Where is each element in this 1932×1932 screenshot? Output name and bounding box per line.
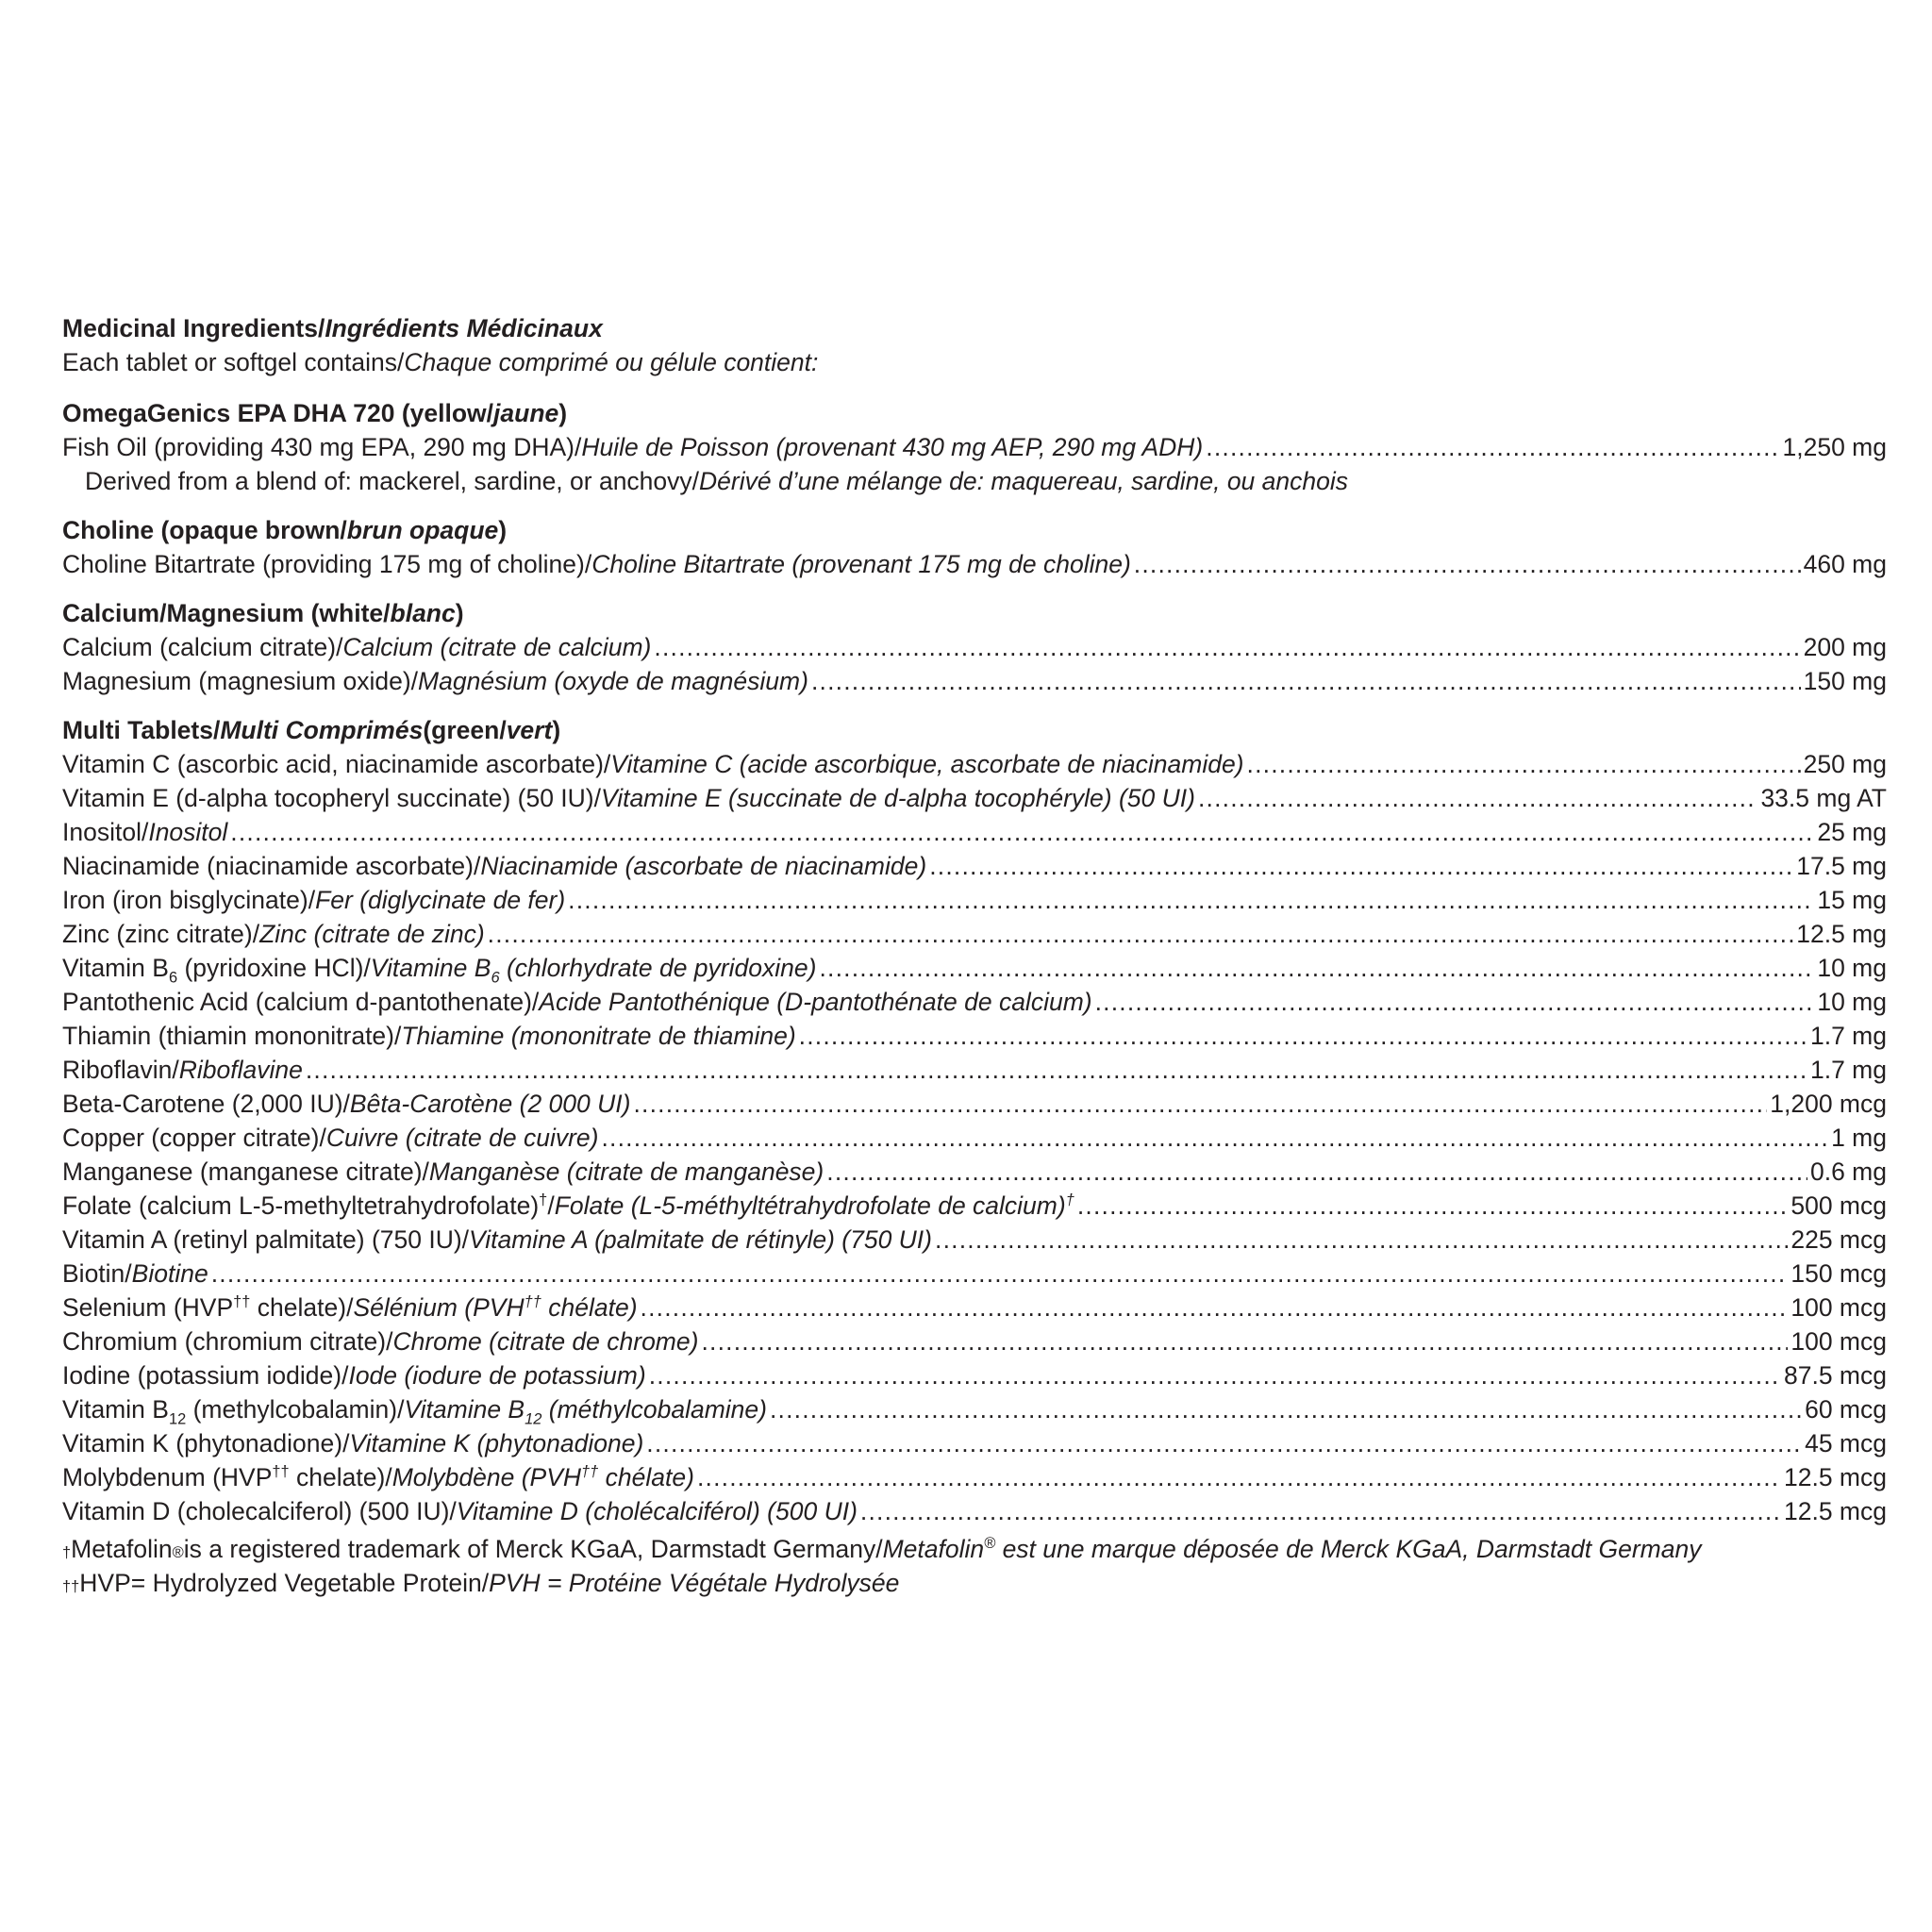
- section-title-en: OmegaGenics EPA DHA 720 (yellow/: [62, 399, 494, 427]
- ingredient-name-fr: Calcium (citrate de calcium): [342, 633, 652, 661]
- section-title-fr-color: vert: [506, 716, 553, 744]
- dot-leader: [697, 1460, 1781, 1494]
- dot-leader: [649, 1358, 1781, 1392]
- ingredient-row-beta-carotene: [62, 1087, 1887, 1121]
- ingredient-name-fr: Vitamine A (palmitate de rétinyle) (750 UI): [469, 1225, 932, 1254]
- ingredient-name-en-rest: chelate)/: [250, 1293, 354, 1322]
- ingredient-name-en: Iron (iron bisglycinate)/: [62, 886, 316, 914]
- double-dagger-mark: ††: [524, 1293, 541, 1311]
- ingredient-amount: 1,200 mcg: [1770, 1090, 1887, 1118]
- ingredient-row-vitamin-b12: [62, 1392, 1887, 1426]
- dot-leader: [646, 1426, 1802, 1460]
- ingredient-row-zinc: [62, 917, 1887, 951]
- ingredient-amount: 12.5 mcg: [1783, 1497, 1887, 1525]
- ingredient-name-fr: Fer (diglycinate de fer): [315, 886, 566, 914]
- dot-leader: [306, 1053, 1807, 1087]
- ingredient-name-fr: Huile de Poisson (provenant 430 mg AEP, 290 mg ADH): [581, 433, 1204, 461]
- subscript: 12: [168, 1410, 187, 1428]
- ingredient-name-en: Fish Oil (providing 430 mg EPA, 290 mg DHA)/: [62, 433, 582, 461]
- ingredient-name-en: Beta-Carotene (2,000 IU)/: [62, 1090, 350, 1118]
- ingredient-name: [62, 547, 1131, 581]
- ingredient-name-fr-rest: (chlorhydrate de pyridoxine): [499, 954, 817, 982]
- section-title-en: Calcium/Magnesium (white/: [62, 599, 391, 627]
- ingredient-row-niacinamide: [62, 849, 1887, 883]
- ingredient-name: [62, 985, 1092, 1019]
- footnote-en: Metafolin: [71, 1535, 173, 1563]
- ingredient-name: [62, 1257, 208, 1291]
- dot-leader: [1095, 985, 1815, 1019]
- ingredient-name-fr: Niacinamide (ascorbate de niacinamide): [480, 852, 927, 880]
- ingredient-amount: 10 mg: [1817, 954, 1887, 982]
- ingredient-name-fr: Vitamine D (cholécalciférol) (500 UI): [456, 1497, 858, 1525]
- ingredient-name: [62, 1053, 303, 1087]
- fish-oil-source-note: [62, 464, 1887, 498]
- separator: /: [547, 1191, 555, 1220]
- ingredient-name-fr-rest: chélate): [598, 1463, 694, 1491]
- ingredient-name-fr: Molybdène (PVH: [391, 1463, 582, 1491]
- ingredient-name-en: Vitamin B: [62, 1395, 169, 1424]
- dot-leader: [601, 1121, 1828, 1155]
- ingredient-name: [62, 1189, 1074, 1223]
- ingredient-name: [62, 1019, 796, 1053]
- double-dagger-mark: ††: [581, 1463, 599, 1481]
- ingredient-row-fish-oil: [62, 430, 1887, 464]
- ingredient-name: [62, 883, 565, 917]
- section-title-calcium-magnesium: [62, 596, 1887, 630]
- ingredient-name: [62, 1087, 630, 1121]
- ingredient-name-en: Iodine (potassium iodide)/: [62, 1361, 349, 1390]
- footnote-metafolin: † Metafolin ® is a registered trademark of Merck KGaA, Darmstadt Germany/ Metafolin® est une marque déposée de Merck KGaA, Darmstadt Germany: [62, 1532, 1887, 1566]
- ingredient-row-vitamin-c: [62, 747, 1887, 781]
- ingredient-amount: 1,250 mg: [1782, 433, 1887, 461]
- ingredient-name: [62, 630, 651, 664]
- ingredient-name: [62, 747, 1244, 781]
- ingredient-amount: 12.5 mg: [1796, 920, 1887, 948]
- section-title-end: ): [558, 399, 568, 427]
- dot-leader: [860, 1494, 1781, 1528]
- dot-leader: [799, 1019, 1807, 1053]
- section-title-end: ): [455, 599, 464, 627]
- ingredient-name-fr: Chrome (citrate de chrome): [392, 1327, 699, 1356]
- ingredient-name-fr: Cuivre (citrate de cuivre): [325, 1124, 599, 1152]
- dagger-mark: †: [1065, 1191, 1074, 1209]
- ingredient-name: [62, 1392, 767, 1426]
- section-title-fr: jaune: [493, 399, 559, 427]
- ingredient-name-fr: Zinc (citrate de zinc): [259, 920, 485, 948]
- section-title-multi-tablets: [62, 713, 1887, 747]
- heading-fr: Ingrédients Médicinaux: [325, 314, 603, 342]
- ingredient-name: [62, 1324, 698, 1358]
- source-note-en: Derived from a blend of: mackerel, sardine, or anchovy/: [85, 467, 700, 495]
- double-dagger-mark: ††: [272, 1463, 290, 1481]
- ingredient-name: [62, 1155, 824, 1189]
- source-note-fr: Dérivé d’une mélange de: maquereau, sardine, ou anchois: [699, 467, 1348, 495]
- ingredient-name: [62, 917, 485, 951]
- dot-leader: [211, 1257, 1789, 1291]
- section-title-en: Choline (opaque brown/: [62, 516, 347, 544]
- ingredient-name: [62, 1223, 932, 1257]
- ingredient-name: [62, 664, 808, 698]
- ingredient-name-en: Magnesium (magnesium oxide)/: [62, 667, 419, 695]
- document-heading: [62, 311, 1887, 345]
- ingredient-amount: 33.5 mg AT: [1760, 784, 1887, 812]
- ingredient-amount: 60 mcg: [1805, 1395, 1887, 1424]
- ingredient-name-fr: Vitamine E (succinate de d-alpha tocophéryle) (50 UI): [601, 784, 1195, 812]
- ingredient-amount: 100 mcg: [1790, 1293, 1887, 1322]
- ingredient-row-vitamin-a: [62, 1223, 1887, 1257]
- ingredient-name-fr: Vitamine K (phytonadione): [349, 1429, 644, 1457]
- ingredient-name: [62, 1358, 646, 1392]
- ingredient-name-en: Vitamin K (phytonadione)/: [62, 1429, 350, 1457]
- ingredient-amount: 12.5 mcg: [1783, 1463, 1887, 1491]
- ingredient-name: [62, 1426, 643, 1460]
- ingredient-row-calcium: [62, 630, 1887, 664]
- ingredient-name-en: Folate (calcium L-5-methyltetrahydrofolate): [62, 1191, 540, 1220]
- footnote-fr-rest: est une marque déposée de Merck KGaA, Darmstadt Germany: [995, 1535, 1702, 1563]
- ingredient-amount: 460 mg: [1803, 550, 1887, 578]
- ingredient-name: [62, 1460, 694, 1494]
- ingredient-name-en: Vitamin A (retinyl palmitate) (750 IU)/: [62, 1225, 470, 1254]
- ingredient-name-fr: Thiamine (mononitrate de thiamine): [401, 1022, 796, 1050]
- dot-leader: [701, 1324, 1788, 1358]
- ingredient-row-biotin: [62, 1257, 1887, 1291]
- ingredient-name: [62, 849, 926, 883]
- registered-mark: ®: [984, 1535, 996, 1553]
- ingredient-name-en: Thiamin (thiamin mononitrate)/: [62, 1022, 402, 1050]
- ingredient-row-selenium: [62, 1291, 1887, 1324]
- footnote-en: HVP= Hydrolyzed Vegetable Protein/: [79, 1569, 490, 1597]
- ingredient-amount: 150 mg: [1803, 667, 1887, 695]
- ingredient-name-fr: Vitamine B: [404, 1395, 525, 1424]
- ingredients-document: [62, 311, 1887, 1600]
- ingredient-amount: 200 mg: [1803, 633, 1887, 661]
- ingredient-amount: 10 mg: [1817, 988, 1887, 1016]
- dot-leader: [935, 1223, 1788, 1257]
- subscript: 6: [168, 969, 178, 987]
- dot-leader: [1077, 1189, 1789, 1223]
- footnote-en-rest: is a registered trademark of Merck KGaA, Darmstadt Germany/: [183, 1535, 883, 1563]
- ingredient-row-inositol: [62, 815, 1887, 849]
- ingredient-name-en: Vitamin D (cholecalciferol) (500 IU)/: [62, 1497, 457, 1525]
- ingredient-amount: 100 mcg: [1790, 1327, 1887, 1356]
- ingredient-name-fr-rest: chélate): [541, 1293, 638, 1322]
- ingredient-row-iron: [62, 883, 1887, 917]
- intro-line: [62, 345, 1887, 379]
- ingredient-row-chromium: [62, 1324, 1887, 1358]
- ingredient-amount: 0.6 mg: [1809, 1158, 1887, 1186]
- ingredient-row-iodine: [62, 1358, 1887, 1392]
- ingredient-row-choline-bitartrate: [62, 547, 1887, 581]
- ingredient-name: [62, 781, 1195, 815]
- dot-leader: [770, 1392, 1802, 1426]
- ingredient-name-en: Inositol/: [62, 818, 149, 846]
- dot-leader: [641, 1291, 1789, 1324]
- ingredient-name-fr: Sélénium (PVH: [353, 1293, 525, 1322]
- footnote-fr: Metafolin: [882, 1535, 985, 1563]
- ingredient-name-en: Calcium (calcium citrate)/: [62, 633, 343, 661]
- dot-leader: [654, 630, 1800, 664]
- ingredient-name: [62, 430, 1203, 464]
- ingredient-name-en: Choline Bitartrate (providing 175 mg of choline)/: [62, 550, 592, 578]
- ingredient-row-vitamin-d: [62, 1494, 1887, 1528]
- dot-leader: [568, 883, 1814, 917]
- ingredient-amount: 17.5 mg: [1796, 852, 1887, 880]
- ingredient-amount: 1 mg: [1831, 1124, 1887, 1152]
- ingredient-row-manganese: [62, 1155, 1887, 1189]
- heading-en: Medicinal Ingredients/: [62, 314, 325, 342]
- dot-leader: [819, 951, 1814, 985]
- ingredient-amount: 150 mcg: [1790, 1259, 1887, 1288]
- ingredient-amount: 500 mcg: [1790, 1191, 1887, 1220]
- ingredient-name-en: Chromium (chromium citrate)/: [62, 1327, 393, 1356]
- dot-leader: [1206, 430, 1779, 464]
- ingredient-name-fr: Riboflavine: [178, 1056, 303, 1084]
- ingredient-name-fr: Iode (iodure de potassium): [348, 1361, 646, 1390]
- ingredient-name-fr: Biotine: [131, 1259, 208, 1288]
- intro-en: Each tablet or softgel contains/: [62, 348, 405, 376]
- dot-leader: [488, 917, 1794, 951]
- ingredient-amount: 15 mg: [1817, 886, 1887, 914]
- dagger-mark: †: [539, 1191, 548, 1209]
- dot-leader: [811, 664, 1801, 698]
- ingredient-row-folate: [62, 1189, 1887, 1223]
- ingredient-name-fr: Folate (L-5-méthyltétrahydrofolate de calcium): [554, 1191, 1066, 1220]
- ingredient-amount: 25 mg: [1817, 818, 1887, 846]
- section-title-fr: Multi Comprimés: [220, 716, 424, 744]
- ingredient-name-en: Vitamin E (d-alpha tocopheryl succinate) (50 IU)/: [62, 784, 601, 812]
- dot-leader: [230, 815, 1814, 849]
- dot-leader: [826, 1155, 1807, 1189]
- ingredient-name: [62, 815, 227, 849]
- ingredient-amount: 45 mcg: [1805, 1429, 1887, 1457]
- ingredient-row-pantothenic-acid: [62, 985, 1887, 1019]
- ingredient-name-fr-rest: (méthylcobalamine): [541, 1395, 767, 1424]
- ingredient-name-en-rest: (pyridoxine HCl)/: [177, 954, 371, 982]
- footnote-hvp: †† HVP= Hydrolyzed Vegetable Protein/ PVH = Protéine Végétale Hydrolysée: [62, 1566, 1887, 1600]
- ingredient-amount: 1.7 mg: [1809, 1056, 1887, 1084]
- ingredient-name: [62, 1494, 858, 1528]
- ingredient-name-en: Niacinamide (niacinamide ascorbate)/: [62, 852, 481, 880]
- section-title-mid: (green/: [423, 716, 507, 744]
- section-title-end: ): [552, 716, 561, 744]
- ingredient-row-vitamin-e: [62, 781, 1887, 815]
- ingredient-row-magnesium: [62, 664, 1887, 698]
- ingredient-name-en: Pantothenic Acid (calcium d-pantothenate)/: [62, 988, 540, 1016]
- ingredient-row-vitamin-k: [62, 1426, 1887, 1460]
- ingredient-name-en: Copper (copper citrate)/: [62, 1124, 326, 1152]
- ingredient-name-fr: Choline Bitartrate (provenant 175 mg de choline): [591, 550, 1131, 578]
- section-title-end: ): [498, 516, 508, 544]
- dot-leader: [1134, 547, 1801, 581]
- ingredient-amount: 225 mcg: [1790, 1225, 1887, 1254]
- ingredient-amount: 250 mg: [1803, 750, 1887, 778]
- dot-leader: [1247, 747, 1801, 781]
- ingredient-name-en: Vitamin C (ascorbic acid, niacinamide ascorbate)/: [62, 750, 611, 778]
- dot-leader: [929, 849, 1793, 883]
- dot-leader: [633, 1087, 1767, 1121]
- footnote-fr: PVH = Protéine Végétale Hydrolysée: [489, 1569, 900, 1597]
- ingredient-name-en: Vitamin B: [62, 954, 169, 982]
- section-title-fr: blanc: [390, 599, 456, 627]
- ingredient-name-en: Selenium (HVP: [62, 1293, 234, 1322]
- ingredient-name-en: Manganese (manganese citrate)/: [62, 1158, 429, 1186]
- ingredient-name: [62, 1121, 598, 1155]
- ingredient-name: [62, 1291, 638, 1324]
- ingredient-name-fr: Magnésium (oxyde de magnésium): [418, 667, 808, 695]
- ingredient-row-riboflavin: [62, 1053, 1887, 1087]
- ingredient-name-fr: Acide Pantothénique (D-pantothénate de calcium): [539, 988, 1092, 1016]
- ingredient-amount: 1.7 mg: [1809, 1022, 1887, 1050]
- section-title-en: Multi Tablets/: [62, 716, 221, 744]
- subscript: 6: [491, 969, 500, 987]
- ingredient-name-fr: Bêta-Carotène (2 000 UI): [349, 1090, 631, 1118]
- ingredient-name-fr: Vitamine B: [370, 954, 491, 982]
- ingredient-name-fr: Manganèse (citrate de manganèse): [428, 1158, 824, 1186]
- ingredient-name-en: Biotin/: [62, 1259, 132, 1288]
- ingredient-name-en: Zinc (zinc citrate)/: [62, 920, 260, 948]
- ingredient-name-fr: Vitamine C (acide ascorbique, ascorbate de niacinamide): [610, 750, 1244, 778]
- section-title-fr: brun opaque: [346, 516, 499, 544]
- double-dagger-mark: ††: [233, 1293, 251, 1311]
- ingredient-name-en-rest: (methylcobalamin)/: [186, 1395, 405, 1424]
- subscript: 12: [525, 1410, 542, 1428]
- ingredient-name-fr: Inositol: [148, 818, 228, 846]
- ingredient-row-molybdenum: [62, 1460, 1887, 1494]
- ingredient-row-vitamin-b6: [62, 951, 1887, 985]
- section-title-omega: [62, 396, 1887, 430]
- dot-leader: [1198, 781, 1757, 815]
- ingredient-amount: 87.5 mcg: [1783, 1361, 1887, 1390]
- section-title-choline: [62, 513, 1887, 547]
- ingredient-name-en: Riboflavin/: [62, 1056, 179, 1084]
- ingredient-name-en-rest: chelate)/: [289, 1463, 392, 1491]
- ingredient-row-thiamin: [62, 1019, 1887, 1053]
- intro-fr: Chaque comprimé ou gélule contient:: [404, 348, 819, 376]
- ingredient-row-copper: [62, 1121, 1887, 1155]
- ingredient-name-en: Molybdenum (HVP: [62, 1463, 273, 1491]
- ingredient-name: [62, 951, 816, 985]
